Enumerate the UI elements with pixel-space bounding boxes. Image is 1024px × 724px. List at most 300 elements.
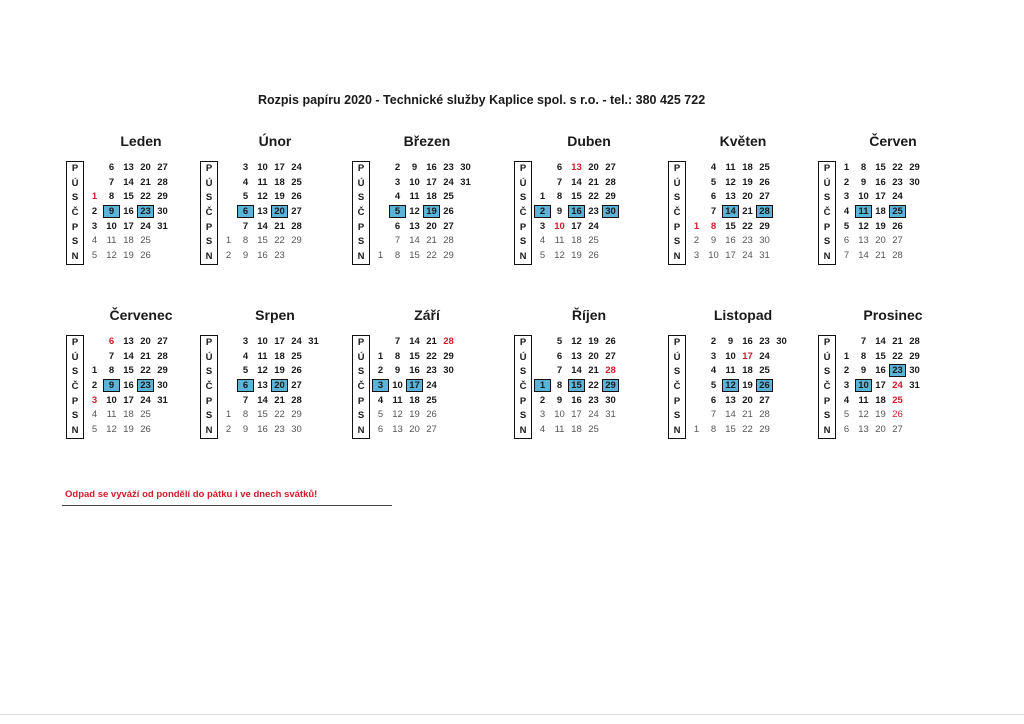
day-number: 10 xyxy=(409,176,420,188)
collection-day: 11 xyxy=(855,205,872,218)
day-number: 12 xyxy=(106,250,117,262)
week-row xyxy=(372,364,457,379)
day-number: 11 xyxy=(858,394,869,406)
week-row xyxy=(688,335,790,350)
week-row xyxy=(220,220,305,235)
day-number: 7 xyxy=(108,176,115,188)
day-number: 13 xyxy=(725,394,736,406)
day-number: 2 xyxy=(843,365,850,377)
day-number: 9 xyxy=(556,394,563,406)
day-number: 20 xyxy=(742,191,753,203)
day-number: 27 xyxy=(157,336,168,347)
day-number: 14 xyxy=(257,220,268,232)
day-number: 15 xyxy=(409,350,420,362)
day-number: 24 xyxy=(291,162,302,173)
day-number: 5 xyxy=(242,365,249,377)
day-number: 21 xyxy=(875,250,886,262)
week-row xyxy=(372,249,474,264)
day-number: 23 xyxy=(443,162,454,173)
weekday-letter: P xyxy=(71,163,79,174)
day-number: 12 xyxy=(858,409,869,421)
weekday-letter: S xyxy=(71,236,79,248)
day-number: 5 xyxy=(91,250,98,262)
collection-day: 6 xyxy=(237,205,254,218)
week-row xyxy=(838,249,923,264)
week-row xyxy=(86,335,171,350)
day-number: 1 xyxy=(377,250,384,262)
collection-day: 29 xyxy=(602,379,619,392)
day-number: 26 xyxy=(759,176,770,188)
day-number: 12 xyxy=(257,191,268,203)
day-numbers xyxy=(86,161,171,264)
day-number: 30 xyxy=(443,365,454,377)
day-number: 20 xyxy=(409,424,420,436)
week-row xyxy=(220,350,322,365)
weekday-letter: S xyxy=(205,236,213,248)
weekday-letter: S xyxy=(357,366,365,378)
weekday-letter: S xyxy=(357,192,365,204)
weekday-letter: N xyxy=(823,425,831,437)
week-row xyxy=(534,190,619,205)
day-number: 10 xyxy=(106,394,117,406)
day-number: 2 xyxy=(693,235,700,247)
day-number: 12 xyxy=(554,250,565,262)
day-number: 21 xyxy=(274,394,285,406)
day-number: 28 xyxy=(909,336,920,347)
day-number: 15 xyxy=(875,350,886,362)
weekday-column xyxy=(514,335,532,439)
week-row xyxy=(534,234,619,249)
day-number: 11 xyxy=(409,191,420,203)
week-row xyxy=(372,205,474,220)
day-number: 24 xyxy=(140,220,151,232)
month-block xyxy=(668,133,833,263)
day-number: 7 xyxy=(394,336,401,347)
weekday-letter: Č xyxy=(71,207,79,219)
day-number: 31 xyxy=(157,220,168,232)
week-row xyxy=(838,335,923,350)
day-number: 18 xyxy=(123,235,134,247)
week-row xyxy=(86,249,171,264)
day-number: 3 xyxy=(91,394,98,406)
weekday-letter: N xyxy=(357,425,365,437)
week-row xyxy=(220,234,305,249)
day-number: 11 xyxy=(725,365,736,377)
day-number: 9 xyxy=(242,424,249,436)
day-number: 9 xyxy=(394,365,401,377)
day-number: 10 xyxy=(725,350,736,362)
week-row xyxy=(220,423,322,438)
day-numbers xyxy=(86,335,171,438)
weekday-letter: Ú xyxy=(673,177,681,189)
day-number: 25 xyxy=(291,176,302,188)
week-row xyxy=(86,394,171,409)
week-row xyxy=(220,176,305,191)
weekday-letter: Č xyxy=(205,381,213,393)
day-number: 13 xyxy=(123,162,134,173)
month-name: Únor xyxy=(258,133,292,149)
day-number: 13 xyxy=(123,336,134,347)
week-row xyxy=(86,220,171,235)
day-number: 27 xyxy=(892,235,903,247)
day-number: 9 xyxy=(860,176,867,188)
day-number: 19 xyxy=(409,409,420,421)
day-number: 7 xyxy=(710,206,717,218)
month-name: Leden xyxy=(120,133,162,149)
day-number: 8 xyxy=(108,365,115,377)
day-number: 24 xyxy=(742,250,753,262)
collection-day: 25 xyxy=(889,205,906,218)
day-number: 7 xyxy=(843,250,850,262)
day-number: 13 xyxy=(725,191,736,203)
day-number: 4 xyxy=(91,409,98,421)
day-numbers xyxy=(220,161,305,264)
day-number: 3 xyxy=(693,250,700,262)
weekday-letter: Č xyxy=(673,381,681,393)
weekday-letter: S xyxy=(823,410,831,422)
week-row xyxy=(688,176,773,191)
weekday-column xyxy=(668,335,686,439)
day-number: 22 xyxy=(742,424,753,436)
day-number: 29 xyxy=(157,365,168,377)
weekday-letter: Č xyxy=(357,207,365,219)
day-number: 31 xyxy=(605,409,616,421)
day-number: 2 xyxy=(710,336,717,347)
week-row xyxy=(688,190,773,205)
day-number: 18 xyxy=(571,235,582,247)
week-row xyxy=(372,335,457,350)
collection-day: 23 xyxy=(889,364,906,377)
day-number: 6 xyxy=(108,162,115,173)
day-number: 23 xyxy=(274,250,285,262)
day-number: 3 xyxy=(843,191,850,203)
day-number: 14 xyxy=(571,365,582,377)
day-number: 4 xyxy=(242,176,249,188)
day-number: 19 xyxy=(742,380,753,392)
weekday-letter: Ú xyxy=(71,177,79,189)
weekday-letter: Č xyxy=(357,381,365,393)
day-number: 24 xyxy=(291,336,302,347)
day-number: 15 xyxy=(571,191,582,203)
day-number: 9 xyxy=(556,206,563,218)
week-row xyxy=(372,408,457,423)
day-number: 7 xyxy=(710,409,717,421)
day-numbers xyxy=(534,161,619,264)
weekday-letter: P xyxy=(823,395,831,407)
day-number: 7 xyxy=(394,235,401,247)
day-number: 21 xyxy=(140,176,151,188)
day-number: 14 xyxy=(409,336,420,347)
day-number: 28 xyxy=(291,394,302,406)
day-number: 21 xyxy=(274,220,285,232)
week-row xyxy=(220,394,322,409)
day-number: 1 xyxy=(91,191,98,203)
day-number: 6 xyxy=(108,336,115,347)
week-row xyxy=(86,205,171,220)
weekday-letter: P xyxy=(673,163,681,174)
weekday-column xyxy=(66,161,84,265)
day-number: 15 xyxy=(409,250,420,262)
day-number: 12 xyxy=(409,206,420,218)
week-row xyxy=(534,394,619,409)
day-number: 16 xyxy=(725,235,736,247)
day-number: 4 xyxy=(710,365,717,377)
week-row xyxy=(86,176,171,191)
day-number: 21 xyxy=(426,235,437,247)
day-number: 29 xyxy=(443,350,454,362)
day-number: 12 xyxy=(257,365,268,377)
day-number: 25 xyxy=(443,191,454,203)
week-row xyxy=(534,249,619,264)
month-name: Červenec xyxy=(109,307,173,323)
day-number: 24 xyxy=(443,176,454,188)
day-number: 16 xyxy=(409,365,420,377)
collection-day: 19 xyxy=(423,205,440,218)
day-number: 6 xyxy=(394,220,401,232)
day-number: 30 xyxy=(291,424,302,436)
day-number: 13 xyxy=(571,162,582,173)
day-number: 10 xyxy=(858,191,869,203)
week-row xyxy=(220,249,305,264)
day-number: 25 xyxy=(759,162,770,173)
day-number: 14 xyxy=(123,176,134,188)
week-row xyxy=(688,234,773,249)
collection-day: 12 xyxy=(722,379,739,392)
day-number: 12 xyxy=(571,336,582,347)
day-number: 15 xyxy=(725,424,736,436)
weekday-letter: Ú xyxy=(71,351,79,363)
day-number: 27 xyxy=(157,162,168,173)
day-number: 15 xyxy=(123,365,134,377)
day-number: 13 xyxy=(409,220,420,232)
day-number: 20 xyxy=(588,162,599,173)
week-row xyxy=(220,161,305,176)
day-number: 28 xyxy=(291,220,302,232)
day-number: 19 xyxy=(875,220,886,232)
month-block xyxy=(668,307,833,437)
day-number: 9 xyxy=(411,162,418,173)
day-number: 4 xyxy=(394,191,401,203)
day-number: 16 xyxy=(571,394,582,406)
day-number: 10 xyxy=(257,336,268,347)
day-number: 27 xyxy=(605,162,616,173)
day-number: 13 xyxy=(392,424,403,436)
week-row xyxy=(688,423,790,438)
day-numbers xyxy=(534,335,619,438)
weekday-letter: S xyxy=(519,236,527,248)
day-number: 23 xyxy=(759,336,770,347)
weekday-letter: N xyxy=(519,251,527,263)
weekday-letter: P xyxy=(71,221,79,233)
day-number: 30 xyxy=(909,176,920,188)
day-number: 5 xyxy=(556,336,563,347)
day-number: 26 xyxy=(892,409,903,421)
day-number: 29 xyxy=(759,424,770,436)
weekday-letter: S xyxy=(519,410,527,422)
day-number: 1 xyxy=(693,220,700,232)
day-number: 31 xyxy=(460,176,471,188)
day-number: 19 xyxy=(123,424,134,436)
day-number: 5 xyxy=(710,176,717,188)
weekday-letter: N xyxy=(673,251,681,263)
weekday-letter: P xyxy=(205,163,213,174)
day-number: 2 xyxy=(843,176,850,188)
week-row xyxy=(838,234,923,249)
day-number: 18 xyxy=(875,206,886,218)
weekday-column xyxy=(66,335,84,439)
week-row xyxy=(688,161,773,176)
day-number: 22 xyxy=(892,162,903,173)
weekday-letter: P xyxy=(357,163,365,174)
day-number: 28 xyxy=(605,365,616,377)
page-title: Rozpis papíru 2020 - Technické služby Kaplice spol. s r.o. - tel.: 380 425 722 xyxy=(258,93,706,107)
day-number: 24 xyxy=(759,350,770,362)
day-numbers xyxy=(220,335,322,438)
day-number: 6 xyxy=(710,394,717,406)
day-number: 18 xyxy=(875,394,886,406)
day-number: 26 xyxy=(605,336,616,347)
week-row xyxy=(838,394,923,409)
day-number: 5 xyxy=(843,409,850,421)
day-number: 10 xyxy=(554,409,565,421)
weekday-letter: Č xyxy=(673,207,681,219)
day-number: 26 xyxy=(140,424,151,436)
day-number: 1 xyxy=(539,191,546,203)
day-number: 19 xyxy=(274,191,285,203)
day-number: 29 xyxy=(157,191,168,203)
day-number: 28 xyxy=(157,176,168,188)
week-row xyxy=(838,364,923,379)
weekday-letter: S xyxy=(823,236,831,248)
day-number: 17 xyxy=(571,409,582,421)
month-name: Srpen xyxy=(255,307,295,323)
collection-day: 15 xyxy=(568,379,585,392)
day-number: 29 xyxy=(909,350,920,362)
day-number: 15 xyxy=(257,235,268,247)
day-number: 14 xyxy=(571,176,582,188)
month-name: Říjen xyxy=(571,307,607,323)
day-number: 20 xyxy=(875,424,886,436)
day-number: 28 xyxy=(605,176,616,188)
day-number: 8 xyxy=(556,380,563,392)
day-number: 1 xyxy=(225,235,232,247)
day-number: 26 xyxy=(443,206,454,218)
weekday-letter: S xyxy=(673,410,681,422)
week-row xyxy=(534,161,619,176)
day-number: 1 xyxy=(91,365,98,377)
day-number: 22 xyxy=(588,380,599,392)
collection-day: 6 xyxy=(237,379,254,392)
weekday-letter: P xyxy=(205,395,213,407)
day-number: 26 xyxy=(291,365,302,377)
collection-day: 20 xyxy=(271,205,288,218)
day-number: 20 xyxy=(588,350,599,362)
month-block xyxy=(352,307,517,437)
day-number: 10 xyxy=(392,380,403,392)
day-number: 18 xyxy=(426,191,437,203)
weekday-letter: P xyxy=(519,395,527,407)
day-number: 23 xyxy=(742,235,753,247)
day-number: 24 xyxy=(426,380,437,392)
week-row xyxy=(838,161,923,176)
day-number: 28 xyxy=(443,235,454,247)
weekday-column xyxy=(818,161,836,265)
day-number: 6 xyxy=(377,424,384,436)
day-number: 20 xyxy=(140,162,151,173)
week-row xyxy=(688,408,790,423)
day-number: 1 xyxy=(843,162,850,173)
weekday-column xyxy=(352,161,370,265)
day-number: 29 xyxy=(759,220,770,232)
weekday-letter: Č xyxy=(823,381,831,393)
collection-day: 2 xyxy=(534,205,551,218)
month-name: Prosinec xyxy=(863,307,923,323)
day-number: 18 xyxy=(742,365,753,377)
weekday-letter: S xyxy=(519,366,527,378)
day-number: 18 xyxy=(274,176,285,188)
day-number: 2 xyxy=(91,380,98,392)
day-number: 3 xyxy=(394,176,401,188)
weekday-letter: P xyxy=(519,163,527,174)
day-number: 18 xyxy=(742,162,753,173)
weekday-letter: N xyxy=(673,425,681,437)
day-number: 10 xyxy=(257,162,268,173)
weekday-letter: Ú xyxy=(823,351,831,363)
week-row xyxy=(688,249,773,264)
day-number: 27 xyxy=(892,424,903,436)
day-number: 10 xyxy=(708,250,719,262)
week-row xyxy=(838,176,923,191)
day-number: 17 xyxy=(426,176,437,188)
weekday-letter: P xyxy=(71,395,79,407)
day-number: 15 xyxy=(875,162,886,173)
week-row xyxy=(220,408,322,423)
week-row xyxy=(372,379,457,394)
day-number: 3 xyxy=(91,220,98,232)
weekday-letter: S xyxy=(205,366,213,378)
collection-day: 17 xyxy=(406,379,423,392)
day-number: 30 xyxy=(776,336,787,347)
day-number: 17 xyxy=(875,380,886,392)
day-number: 28 xyxy=(443,336,454,347)
day-number: 4 xyxy=(242,350,249,362)
day-number: 16 xyxy=(257,250,268,262)
day-number: 28 xyxy=(759,409,770,421)
weekday-letter: P xyxy=(823,337,831,348)
weekday-letter: P xyxy=(519,337,527,348)
weekday-letter: Ú xyxy=(519,351,527,363)
day-number: 1 xyxy=(693,424,700,436)
day-number: 20 xyxy=(140,336,151,347)
day-number: 15 xyxy=(725,220,736,232)
day-number: 6 xyxy=(556,350,563,362)
day-number: 28 xyxy=(892,250,903,262)
day-number: 17 xyxy=(274,162,285,173)
collection-day: 28 xyxy=(756,205,773,218)
day-number: 16 xyxy=(257,424,268,436)
day-number: 21 xyxy=(742,409,753,421)
day-number: 14 xyxy=(409,235,420,247)
day-number: 22 xyxy=(140,191,151,203)
day-number: 14 xyxy=(123,350,134,362)
weekday-letter: N xyxy=(205,425,213,437)
week-row xyxy=(220,205,305,220)
day-number: 30 xyxy=(157,206,168,218)
week-row xyxy=(220,364,322,379)
day-number: 22 xyxy=(742,220,753,232)
day-number: 12 xyxy=(106,424,117,436)
day-number: 24 xyxy=(588,409,599,421)
